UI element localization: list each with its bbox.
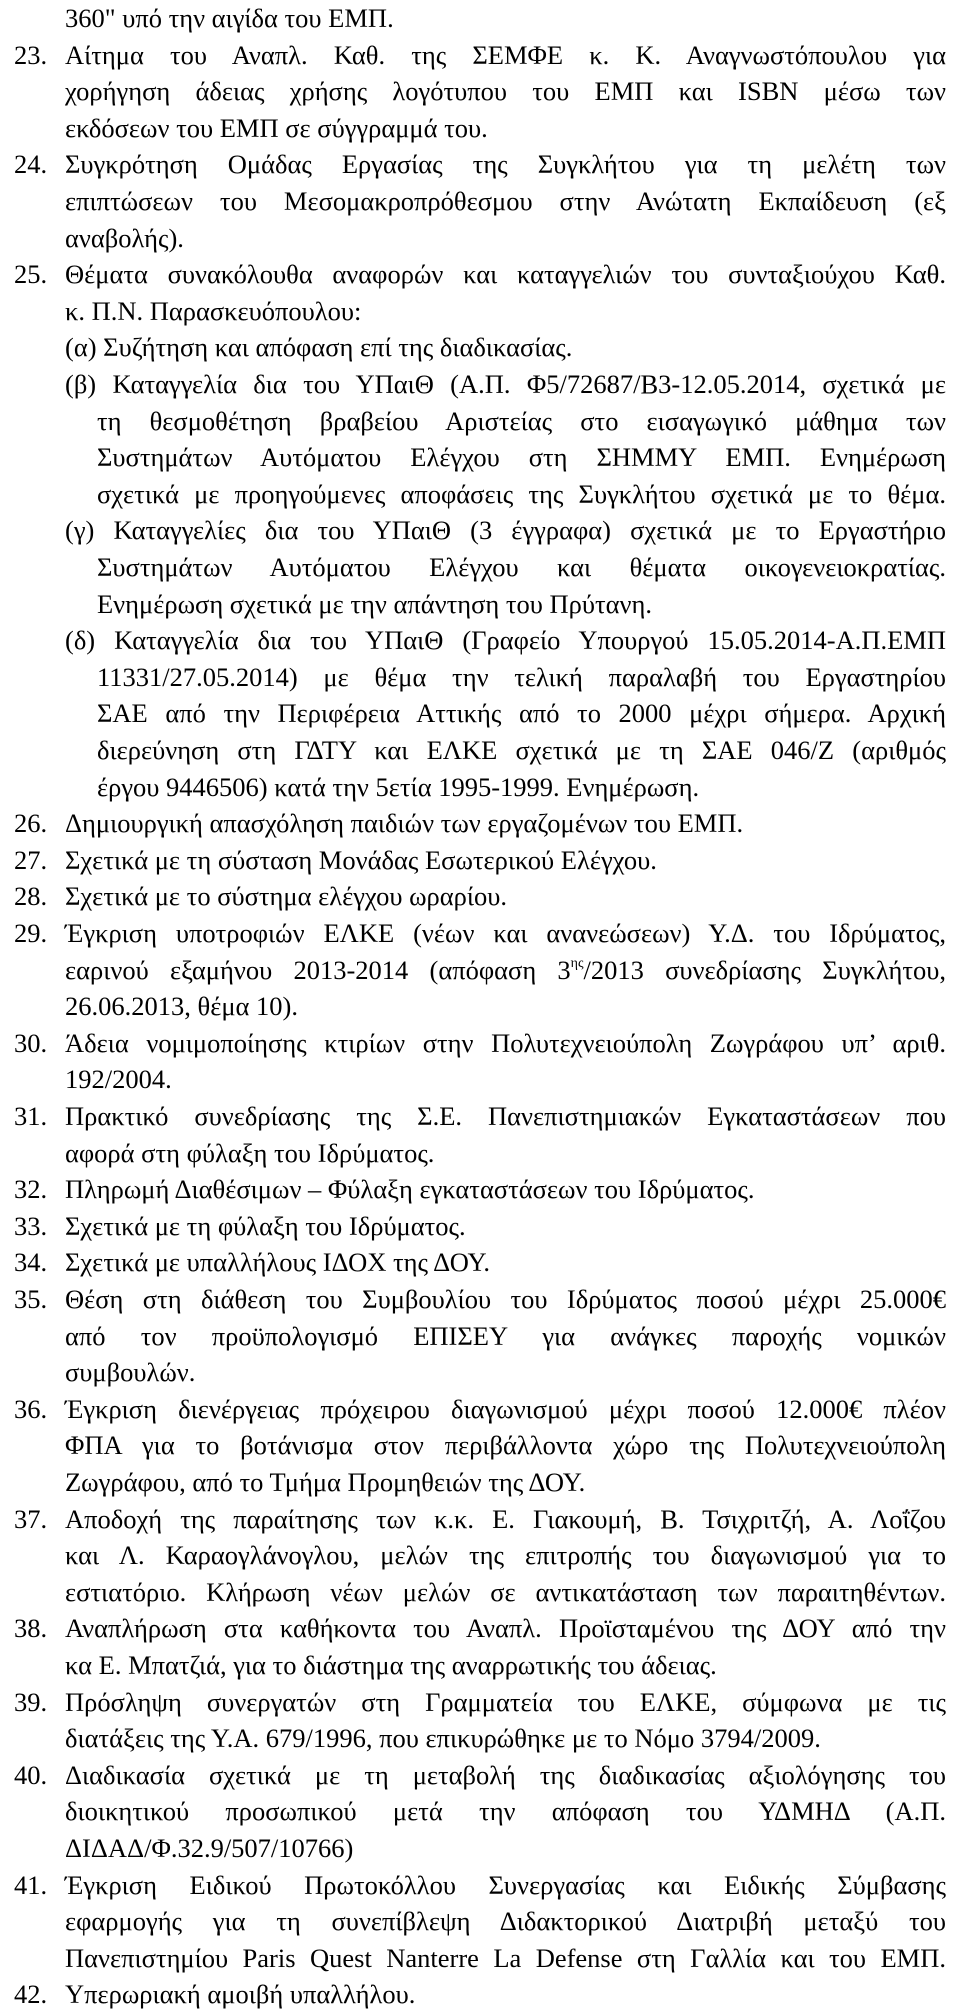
item-text: εφαρμογής για τη συνεπίβλεψη Διδακτορικού Διατριβή μεταξύ του — [65, 1906, 946, 1937]
document-text-line — [0, 1135, 960, 1171]
item-text: 26.06.2013, θέμα 10). — [65, 991, 298, 1022]
item-text: αναβολής). — [65, 222, 184, 253]
item-text: εαρινού εξαμήνου 2013-2014 (απόφαση $3^{\eta\varsigma}/2013$ συνεδρίασης Συγκλήτου, — [65, 954, 946, 985]
item-text: Αίτημα του Αναπλ. Καθ. της ΣΕΜΦΕ κ. Κ. Αναγνωστόπουλου για — [65, 39, 946, 70]
item-text: Έγκριση Ειδικού Πρωτοκόλλου Συνεργασίας και Ειδικής Σύμβασης — [65, 1869, 946, 1900]
document-text-line — [0, 183, 960, 219]
item-number: 38. — [14, 1613, 48, 1644]
item-number: 26. — [14, 808, 48, 839]
item-text: Σχετικά με το σύστημα ελέγχου ωραρίου. — [65, 881, 508, 912]
document-text-line — [0, 769, 960, 805]
item-number: 32. — [14, 1174, 48, 1205]
item-text: Αποδοχή της παραίτησης των κ.κ. Ε. Γιακουμή, Β. Τσιχριτζή, Α. Λοΐζου — [65, 1503, 946, 1534]
numbered-item-line — [0, 1281, 960, 1317]
item-text: Σχετικά με τη φύλαξη του Ιδρύματος. — [65, 1210, 466, 1241]
item-text: Άδεια νομιμοποίησης κτιρίων στην Πολυτεχνειούπολη Ζωγράφου υπ’ αριθ. — [65, 1027, 946, 1058]
numbered-item-line — [0, 1501, 960, 1537]
document-text-line — [0, 586, 960, 622]
item-text: Πληρωμή Διαθέσιμων – Φύλαξη εγκαταστάσεων του Ιδρύματος. — [65, 1174, 755, 1205]
item-text: συμβουλών. — [65, 1357, 196, 1388]
item-text: Ζωγράφου, από το Τμήμα Προμηθειών της ΔΟΥ. — [65, 1467, 586, 1497]
item-text: Πρόσληψη συνεργατών στη Γραμματεία του ΕΛΚΕ, σύμφωνα με τις — [65, 1686, 946, 1717]
item-text: Πρακτικό συνεδρίασης της Σ.Ε. Πανεπιστημιακών Εγκαταστάσεων που — [65, 1101, 946, 1131]
document-text-line — [0, 366, 960, 402]
item-number: 29. — [14, 918, 48, 948]
item-number: 39. — [14, 1686, 48, 1717]
item-number: 27. — [14, 844, 48, 875]
item-text: 11331/27.05.2014) με θέμα την τελική παραλαβή του Εργαστηρίου — [97, 661, 946, 692]
document-text-line — [0, 1903, 960, 1939]
document-text-line — [0, 659, 960, 695]
document-text-line — [0, 695, 960, 731]
document-text-line — [0, 1537, 960, 1573]
numbered-item-line — [0, 1976, 960, 2012]
item-text: τη θεσμοθέτηση βραβείου Αριστείας στο εισαγωγικό μάθημα των — [97, 405, 946, 436]
item-text: (γ) Καταγγελίες δια του ΥΠαιΘ (3 έγγραφα) σχετικά με το Εργαστήριο — [65, 515, 946, 546]
item-text: Διαδικασία σχετικά με τη μεταβολή της διαδικασίας αξιολόγησης του — [65, 1759, 946, 1790]
document-text-line — [0, 1830, 960, 1866]
item-number: 24. — [14, 149, 48, 180]
item-text: σχετικά με προηγούμενες αποφάσεις της Συγκλήτου σχετικά με το θέμα. — [97, 478, 946, 509]
item-number: 41. — [14, 1869, 48, 1900]
item-text: εκδόσεων του ΕΜΠ σε σύγγραμμά του. — [65, 112, 488, 143]
item-text: χορήγηση άδειας χρήσης λογότυπου του ΕΜΠ και ISBN μέσω των — [65, 76, 946, 107]
document-text-line — [0, 403, 960, 439]
item-number: 40. — [14, 1759, 48, 1790]
item-number: 31. — [14, 1101, 48, 1131]
item-text: κ. Π.Ν. Παρασκευόπουλου: — [65, 295, 362, 326]
numbered-item-line — [0, 1208, 960, 1244]
document-text-line — [0, 622, 960, 658]
item-text: 360" υπό την αιγίδα του ΕΜΠ. — [65, 3, 394, 33]
item-number: 35. — [14, 1284, 48, 1314]
numbered-item-line — [0, 1391, 960, 1427]
item-text: Σχετικά με τη σύσταση Μονάδας Εσωτερικού Ελέγχου. — [65, 844, 657, 875]
document-text-line — [0, 476, 960, 512]
item-text: και Λ. Καραογλάνογλου, μελών της επιτροπής του διαγωνισμού για το — [65, 1540, 946, 1571]
document-text-line — [0, 110, 960, 146]
item-text: ΣΑΕ από την Περιφέρεια Αττικής από το 2000 μέχρι σήμερα. Αρχική — [97, 698, 946, 729]
document-text-line — [0, 1354, 960, 1390]
item-text: Έγκριση διενέργειας πρόχειρου διαγωνισμού μέχρι ποσού 12.000€ πλέον — [65, 1393, 946, 1424]
document-text-line — [0, 0, 960, 36]
item-text: επιπτώσεων του Μεσομακροπρόθεσμου στην Ανώτατη Εκπαίδευση (εξ — [65, 186, 946, 216]
numbered-item-line — [0, 878, 960, 914]
item-text: ΦΠΑ για το βοτάνισμα στον περιβάλλοντα χώρο της Πολυτεχνειούπολη — [65, 1430, 946, 1461]
item-text: Πανεπιστημίου Paris Quest Nanterre La Defense στη Γαλλία και του ΕΜΠ. — [65, 1942, 946, 1973]
item-number: 23. — [14, 39, 48, 70]
document-text-line — [0, 1574, 960, 1610]
item-number: 36. — [14, 1393, 48, 1424]
item-text: (β) Καταγγελία δια του ΥΠαιΘ (Α.Π. Φ5/72687/Β3-12.05.2014, σχετικά με — [65, 369, 946, 399]
document-text-line — [0, 1720, 960, 1756]
numbered-item-line — [0, 1684, 960, 1720]
numbered-item-line — [0, 1867, 960, 1903]
numbered-item-line — [0, 1757, 960, 1793]
document-text-line — [0, 1318, 960, 1354]
item-text: (α) Συζήτηση και απόφαση επί της διαδικασίας. — [65, 332, 573, 363]
item-text: Έγκριση υποτροφιών ΕΛΚΕ (νέων και ανανεώσεων) Υ.Δ. του Ιδρύματος, — [65, 918, 946, 948]
document-text-line — [0, 988, 960, 1024]
document-text-line — [0, 329, 960, 365]
numbered-item-line — [0, 256, 960, 292]
numbered-item-line — [0, 805, 960, 841]
numbered-item-line — [0, 37, 960, 73]
item-text: αφορά στη φύλαξη του Ιδρύματος. — [65, 1137, 435, 1168]
item-text: διερεύνηση στη ΓΔΤΥ και ΕΛΚΕ σχετικά με τη ΣΑΕ 046/Ζ (αριθμός — [97, 735, 946, 765]
item-text: Ενημέρωση σχετικά με την απάντηση του Πρύτανη. — [97, 588, 652, 619]
item-number: 42. — [14, 1979, 48, 2010]
item-text: (δ) Καταγγελία δια του ΥΠαιΘ (Γραφείο Υπουργού 15.05.2014-Α.Π.ΕΜΠ — [65, 625, 946, 656]
numbered-item-line — [0, 1244, 960, 1280]
numbered-item-line — [0, 1171, 960, 1207]
document-text-line — [0, 1427, 960, 1463]
numbered-item-line — [0, 1098, 960, 1134]
numbered-item-line — [0, 915, 960, 951]
numbered-item-line — [0, 1025, 960, 1061]
item-text: ΔΙΔΑΔ/Φ.32.9/507/10766) — [65, 1833, 354, 1863]
document-text-line — [0, 732, 960, 768]
document-text-line — [0, 952, 960, 988]
numbered-item-line — [0, 146, 960, 182]
item-text: από τον προϋπολογισμό ΕΠΙΣΕΥ για ανάγκες παροχής νομικών — [65, 1320, 946, 1351]
document-text-line — [0, 439, 960, 475]
item-number: 33. — [14, 1210, 48, 1241]
item-text: Θέματα συνακόλουθα αναφορών και καταγγελιών του συνταξιούχου Καθ. — [65, 259, 946, 290]
item-text: Συστημάτων Αυτόματου Ελέγχου και θέματα οικογενειοκρατίας. — [97, 552, 946, 582]
numbered-item-line — [0, 1610, 960, 1646]
item-text: Συγκρότηση Ομάδας Εργασίας της Συγκλήτου για τη μελέτη των — [65, 149, 946, 180]
item-text: εστιατόριο. Κλήρωση νέων μελών σε αντικατάσταση των παραιτηθέντων. — [65, 1576, 946, 1607]
document-text-line — [0, 1061, 960, 1097]
item-text: έργου 9446506) κατά την 5ετία 1995-1999. Ενημέρωση. — [97, 771, 700, 802]
document-text-line — [0, 1647, 960, 1683]
document-text-line — [0, 1464, 960, 1500]
numbered-item-line — [0, 842, 960, 878]
item-number: 37. — [14, 1503, 48, 1534]
item-text: Θέση στη διάθεση του Συμβουλίου του Ιδρύματος ποσού μέχρι 25.000€ — [65, 1284, 946, 1314]
document-text-line — [0, 293, 960, 329]
document-text-line — [0, 73, 960, 109]
document-text-line — [0, 1793, 960, 1829]
item-number: 34. — [14, 1247, 48, 1278]
item-text: Δημιουργική απασχόληση παιδιών των εργαζομένων του ΕΜΠ. — [65, 808, 744, 839]
item-text: 192/2004. — [65, 1064, 172, 1095]
document-text-line — [0, 1940, 960, 1976]
item-text: Συστημάτων Αυτόματου Ελέγχου στη ΣΗΜΜΥ ΕΜΠ. Ενημέρωση — [97, 442, 946, 473]
document-text-line — [0, 549, 960, 585]
item-number: 25. — [14, 259, 48, 290]
item-text: διοικητικού προσωπικού μετά την απόφαση του ΥΔΜΗΔ (Α.Π. — [65, 1796, 946, 1827]
item-text: Υπερωριακή αμοιβή υπαλλήλου. — [65, 1979, 416, 2010]
document-text-line — [0, 512, 960, 548]
item-number: 30. — [14, 1027, 48, 1058]
document-text-line — [0, 220, 960, 256]
item-text: Σχετικά με υπαλλήλους ΙΔΟΧ της ΔΟΥ. — [65, 1247, 491, 1278]
item-number: 28. — [14, 881, 48, 912]
item-text: Αναπλήρωση στα καθήκοντα του Αναπλ. Προϊσταμένου της ΔΟΥ από την — [65, 1613, 946, 1644]
item-text: διατάξεις της Υ.Α. 679/1996, που επικυρώθηκε με το Νόμο 3794/2009. — [65, 1723, 821, 1754]
item-text: κα Ε. Μπατζιά, για το διάστημα της αναρρωτικής του άδειας. — [65, 1650, 717, 1680]
